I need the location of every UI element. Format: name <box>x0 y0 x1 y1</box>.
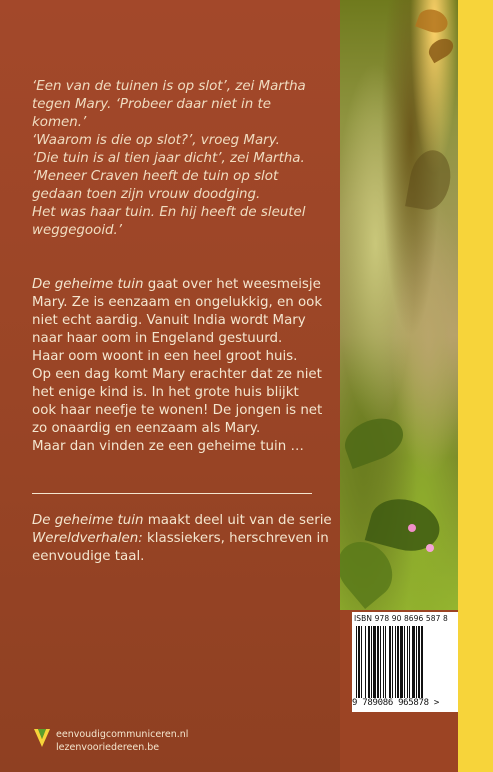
quote-line: komen.’ <box>32 115 87 130</box>
summary-book-title: De geheime tuin <box>32 277 144 292</box>
barcode-bars <box>356 626 454 698</box>
isbn-barcode <box>352 612 458 712</box>
summary-line: Mary. Ze is eenzaam en ongelukkig, en ook <box>32 295 323 310</box>
book-summary <box>32 276 332 456</box>
quote-line: tegen Mary. ‘Probeer daar niet in te <box>32 97 271 112</box>
website-link[interactable]: eenvoudigcommuniceren.nl <box>56 729 189 740</box>
section-divider <box>32 493 312 494</box>
quote-line: ‘Die tuin is al tien jaar dicht’, zei Martha. <box>32 151 305 166</box>
quote-line: ‘Meneer Craven heeft de tuin op slot <box>32 169 279 184</box>
publisher-logo-icon <box>32 725 52 749</box>
quote-line: weggegooid.’ <box>32 223 123 238</box>
series-line <box>32 530 332 548</box>
series-book-title: De geheime tuin <box>32 513 144 528</box>
series-info <box>32 512 332 566</box>
quote-line: gedaan toen zijn vrouw doodging. <box>32 187 261 202</box>
summary-line: Maar dan vinden ze een geheime tuin … <box>32 439 304 454</box>
barcode-digits: 9 789086 965878 > <box>352 698 440 708</box>
series-line <box>32 512 332 530</box>
yellow-edge-band <box>458 0 493 772</box>
summary-line: ook haar neefje te wonen! De jongen is net <box>32 403 323 418</box>
cover-illustration <box>340 0 458 610</box>
series-text: maakt deel uit van de serie <box>143 513 332 528</box>
quote-line: ‘Waarom is die op slot?’, vroeg Mary. <box>32 133 280 148</box>
summary-first-line-rest: gaat over het weesmeisje <box>143 277 321 292</box>
summary-line: niet echt aardig. Vanuit India wordt Mary <box>32 313 306 328</box>
summary-first-line <box>32 276 332 294</box>
quote-line: Het was haar tuin. En hij heeft de sleutel <box>32 205 306 220</box>
quote-excerpt <box>32 78 332 240</box>
summary-line: Haar oom woont in een heel groot huis. <box>32 349 298 364</box>
publisher-links <box>56 728 188 754</box>
series-text: klassiekers, herschreven in <box>142 531 329 546</box>
summary-line: naar haar oom in Engeland gestuurd. <box>32 331 283 346</box>
summary-line: Op een dag komt Mary erachter dat ze niet <box>32 367 322 382</box>
summary-line: het enige kind is. In het grote huis blijkt <box>32 385 299 400</box>
series-line: eenvoudige taal. <box>32 549 145 564</box>
website-link[interactable]: lezenvooriedereen.be <box>56 742 160 753</box>
series-name: Wereldverhalen: <box>32 531 143 546</box>
isbn-label: ISBN 978 90 8696 587 8 <box>354 614 448 623</box>
summary-line: zo onaardig en eenzaam als Mary. <box>32 421 261 436</box>
quote-line: ‘Een van de tuinen is op slot’, zei Martha <box>32 79 306 94</box>
